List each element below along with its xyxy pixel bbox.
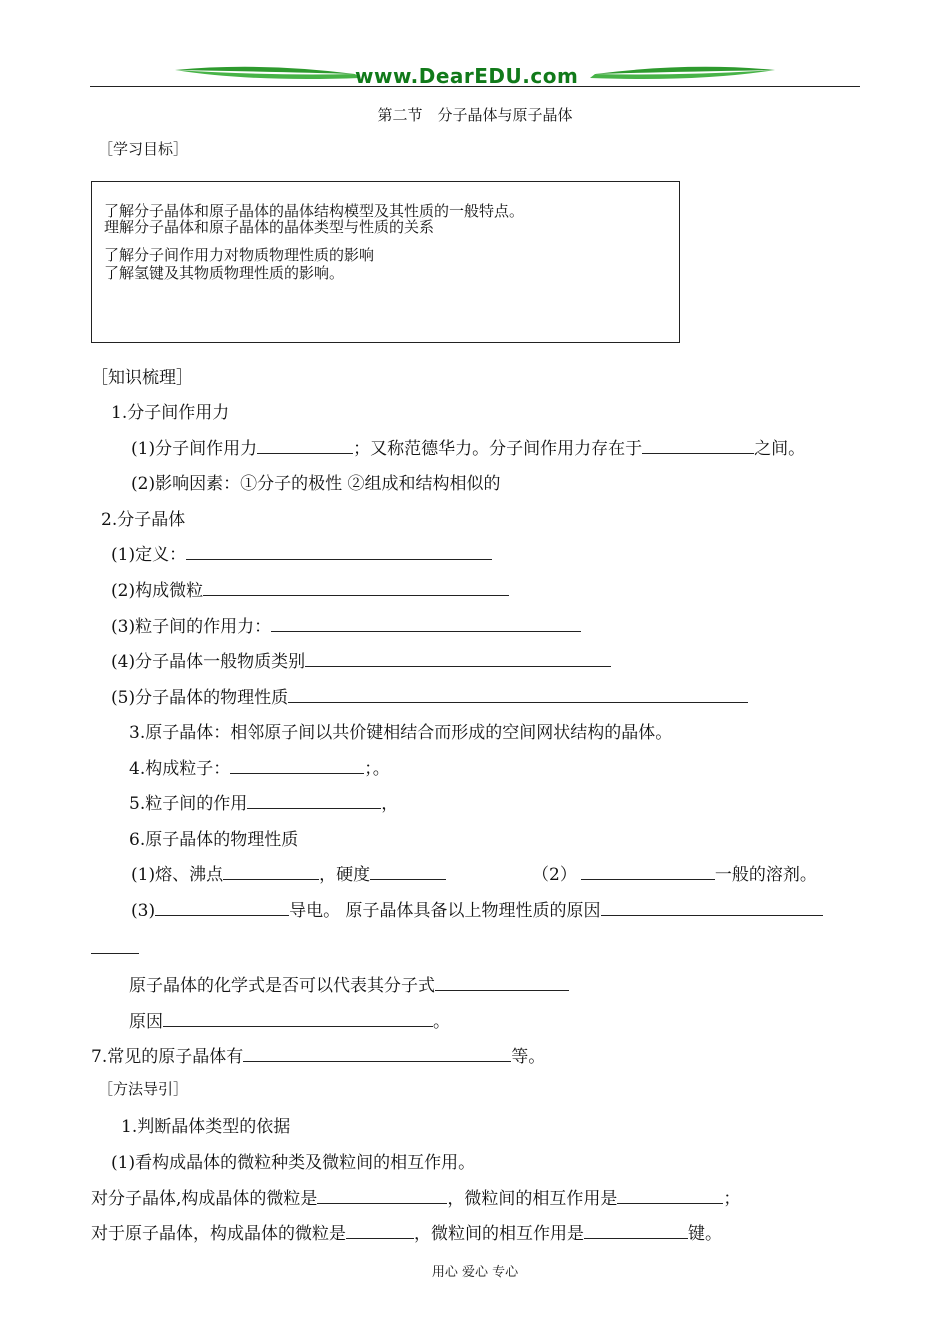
item-6-1: (1)熔、沸点 ，硬度 bbox=[131, 860, 446, 885]
goal-item: 了解氢键及其物质物理性质的影响。 bbox=[104, 264, 345, 282]
goal-item: 了解分子晶体和原子晶体的晶体结构模型及其性质的一般特点。 bbox=[104, 202, 525, 220]
goals-heading: ［学习目标］ bbox=[98, 140, 189, 158]
answer-blank[interactable] bbox=[288, 686, 748, 703]
answer-blank[interactable] bbox=[223, 863, 319, 880]
page-title: 第二节 分子晶体与原子晶体 bbox=[377, 106, 573, 124]
answer-blank-continuation[interactable] bbox=[91, 953, 139, 954]
item-2-5: (5)分子晶体的物理性质 bbox=[111, 683, 748, 708]
answer-blank[interactable] bbox=[230, 757, 364, 774]
answer-blank[interactable] bbox=[642, 437, 754, 454]
answer-blank[interactable] bbox=[305, 650, 611, 667]
answer-blank[interactable] bbox=[186, 543, 492, 560]
knowledge-heading: ［知识梳理］ bbox=[91, 368, 193, 388]
answer-blank[interactable] bbox=[247, 792, 381, 809]
item-2-3: (3)粒子间的作用力： bbox=[111, 612, 581, 637]
question-reason: 原因 。 bbox=[129, 1012, 450, 1032]
method-1-1: (1)看构成晶体的微粒种类及微粒间的相互作用。 bbox=[111, 1153, 476, 1173]
section-7: 7.常见的原子晶体有 等。 bbox=[91, 1047, 546, 1067]
method-heading: ［方法导引］ bbox=[98, 1080, 189, 1098]
item-2-2: (2)构成微粒 bbox=[111, 576, 509, 601]
answer-blank[interactable] bbox=[601, 899, 823, 916]
item-6-3: (3) 导电。 原子晶体具备以上物理性质的原因 bbox=[131, 896, 823, 921]
answer-blank[interactable] bbox=[155, 899, 289, 916]
page-footer: 用心 爱心 专心 bbox=[431, 1265, 519, 1280]
item-1-1: (1)分子间作用力 ；又称范德华力。分子间作用力存在于 之间。 bbox=[131, 439, 806, 459]
item-2-1: (1)定义： bbox=[111, 540, 492, 565]
answer-blank[interactable] bbox=[346, 1222, 414, 1239]
answer-blank[interactable] bbox=[584, 1222, 688, 1239]
item-1-2: (2)影响因素：①分子的极性 ②组成和结构相似的 bbox=[131, 474, 501, 494]
item-2-4: (4)分子晶体一般物质类别 bbox=[111, 647, 611, 672]
section-1-title: 1.分子间作用力 bbox=[111, 403, 230, 423]
header-logo-text: www.DearEDU.com bbox=[355, 64, 579, 88]
answer-blank[interactable] bbox=[435, 974, 569, 991]
answer-blank[interactable] bbox=[581, 863, 715, 880]
header-rule bbox=[90, 86, 860, 87]
goal-item: 了解分子间作用力对物质物理性质的影响 bbox=[104, 246, 375, 264]
section-4: 4.构成粒子： ；。 bbox=[129, 759, 390, 779]
answer-blank[interactable] bbox=[203, 579, 509, 596]
answer-blank[interactable] bbox=[317, 1187, 447, 1204]
goals-box bbox=[91, 181, 680, 343]
section-3-text: 3.原子晶体：相邻原子间以共价键相结合而形成的空间网状结构的晶体。 bbox=[129, 723, 673, 743]
method-line-molecular: 对分子晶体,构成晶体的微粒是 ，微粒间的相互作用是 ； bbox=[91, 1189, 741, 1209]
method-1-title: 1.判断晶体类型的依据 bbox=[121, 1117, 291, 1137]
answer-blank[interactable] bbox=[163, 1010, 433, 1027]
answer-blank[interactable] bbox=[370, 863, 446, 880]
answer-blank[interactable] bbox=[243, 1045, 511, 1062]
answer-blank[interactable] bbox=[617, 1187, 723, 1204]
goal-item: 理解分子晶体和原子晶体的晶体类型与性质的关系 bbox=[104, 218, 435, 236]
answer-blank[interactable] bbox=[271, 615, 581, 632]
item-6-2: （2） 一般的溶剂。 bbox=[532, 865, 817, 885]
question-formula: 原子晶体的化学式是否可以代表其分子式 bbox=[129, 971, 569, 996]
section-6-title: 6.原子晶体的物理性质 bbox=[129, 830, 299, 850]
method-line-atomic: 对于原子晶体，构成晶体的微粒是 ，微粒间的相互作用是 键。 bbox=[91, 1224, 722, 1244]
section-5: 5.粒子间的作用 ， bbox=[129, 794, 399, 814]
section-2-title: 2.分子晶体 bbox=[101, 510, 186, 530]
answer-blank[interactable] bbox=[257, 437, 353, 454]
